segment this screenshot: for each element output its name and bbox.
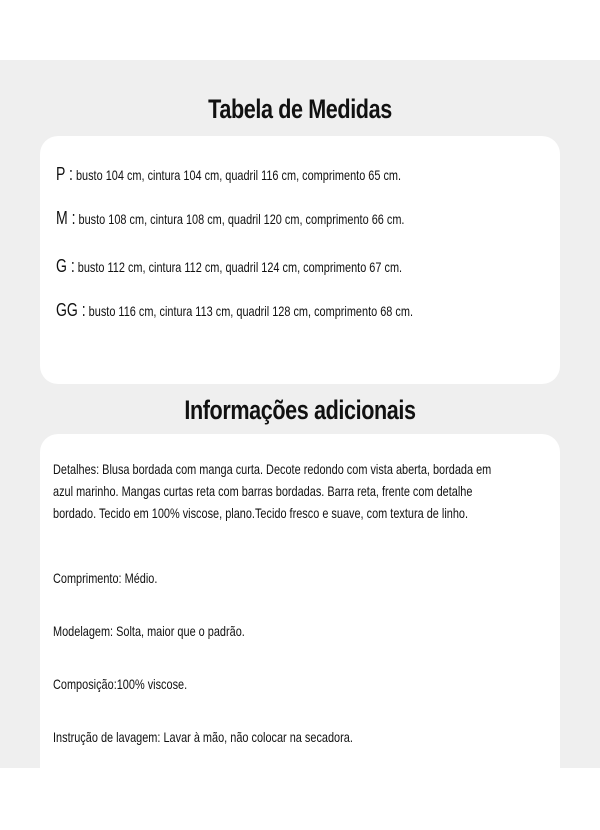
details-text <box>53 458 491 524</box>
size-label: P : <box>56 164 73 184</box>
size-label: G : <box>56 256 75 276</box>
size-label: M : <box>56 208 76 228</box>
size-measurements: busto 112 cm, cintura 112 cm, quadril 124 cm, comprimento 67 cm. <box>77 259 403 275</box>
details-line: azul marinho. Mangas curtas reta com barras bordadas. Barra reta, frente com detalhe <box>53 483 473 499</box>
washing-text: Instrução de lavagem: Lavar à mão, não colocar na secadora. <box>53 729 353 745</box>
details-line: bordado. Tecido em 100% viscose, plano.Tecido fresco e suave, com textura de linho. <box>53 505 469 521</box>
fit-text: Modelagem: Solta, maior que o padrão. <box>53 623 245 639</box>
size-row-gg <box>56 300 413 321</box>
size-row-p <box>56 164 401 185</box>
size-table-title: Tabela de Medidas <box>208 94 392 124</box>
additional-info-title: Informações adicionais <box>184 395 416 425</box>
size-measurements: busto 104 cm, cintura 104 cm, quadril 116 cm, comprimento 65 cm. <box>75 167 402 183</box>
size-measurements: busto 116 cm, cintura 113 cm, quadril 128 cm, comprimento 68 cm. <box>88 303 413 319</box>
size-row-g <box>56 256 402 277</box>
details-line: Detalhes: Blusa bordada com manga curta. Decote redondo com vista aberta, bordada em <box>53 461 492 477</box>
size-measurements: busto 108 cm, cintura 108 cm, quadril 120 cm, comprimento 66 cm. <box>78 211 405 227</box>
size-label: GG : <box>56 300 86 320</box>
length-text: Comprimento: Médio. <box>53 570 158 586</box>
size-row-m <box>56 208 404 229</box>
composition-text: Composição:100% viscose. <box>53 676 188 692</box>
